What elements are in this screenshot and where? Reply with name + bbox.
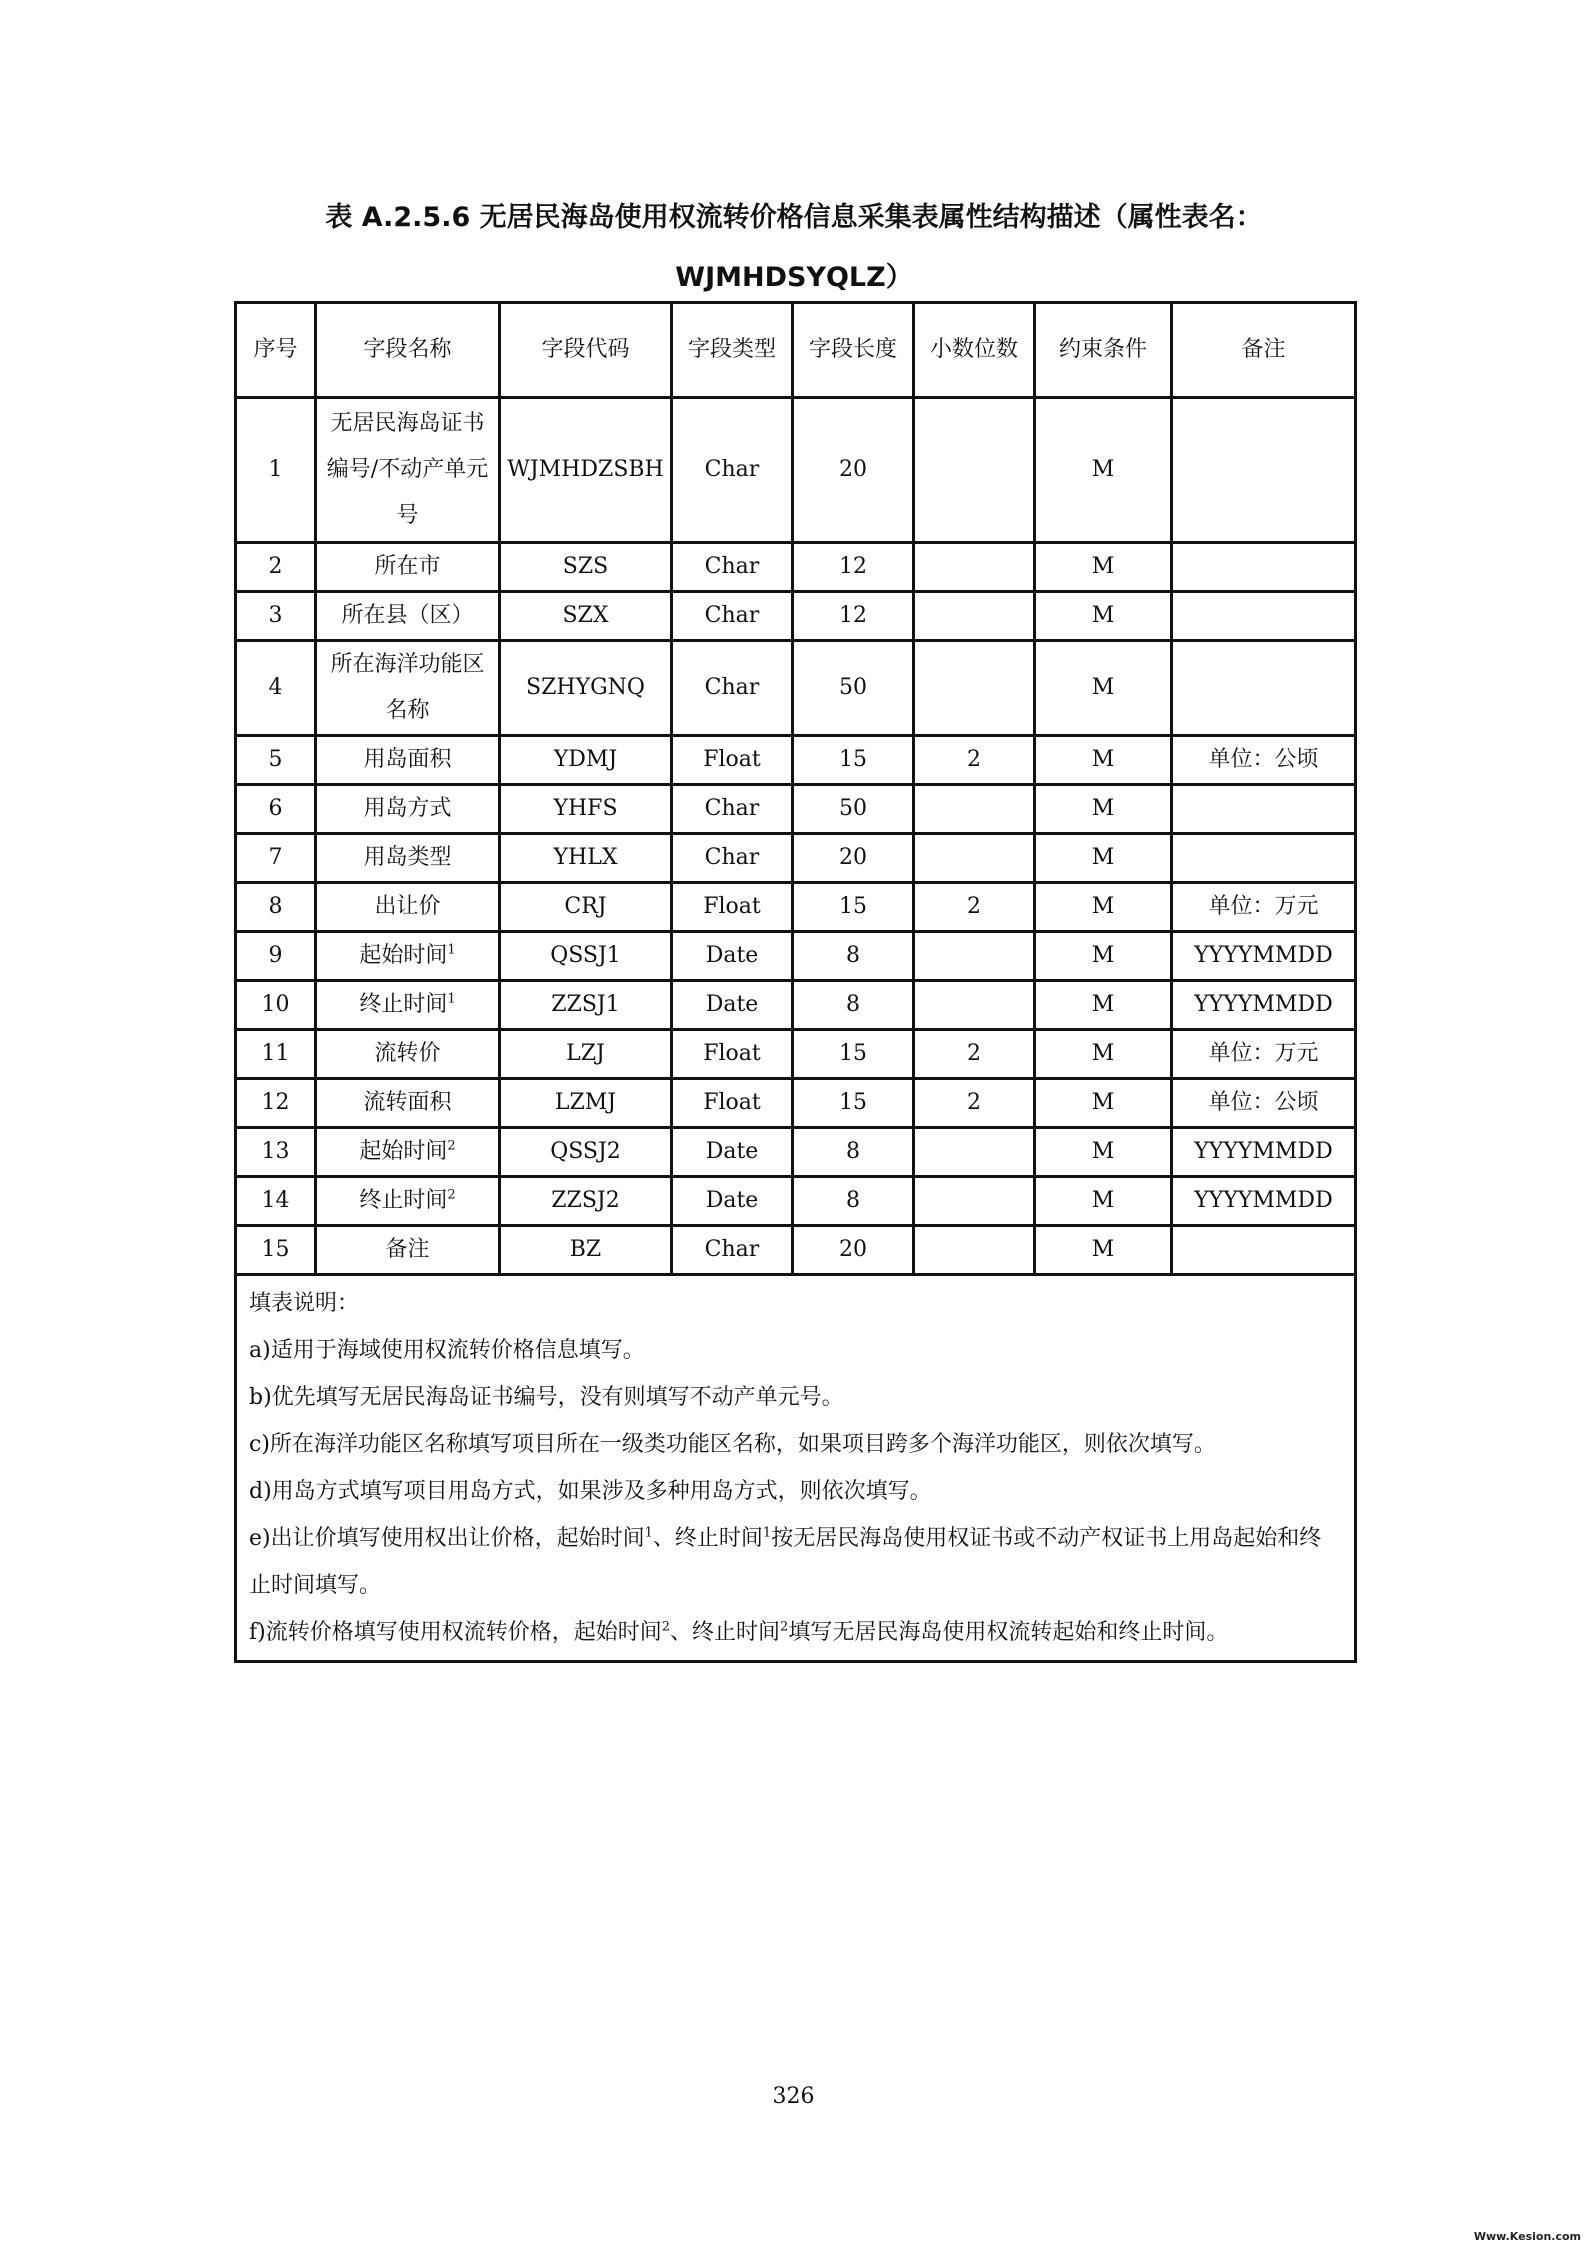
- cell-field-name: 所在县（区）: [316, 592, 500, 641]
- table-row: [236, 1030, 1356, 1079]
- cell-serial-no: 2: [236, 543, 316, 592]
- footnote-marker: 1: [762, 1525, 772, 1541]
- cell-decimals: [914, 641, 1035, 736]
- cell-serial-no: 11: [236, 1030, 316, 1079]
- table-row: [236, 1128, 1356, 1177]
- table-row: [236, 1079, 1356, 1128]
- cell-field-name: 流转面积: [316, 1079, 500, 1128]
- cell-field-name: 用岛面积: [316, 736, 500, 785]
- table-row: [236, 834, 1356, 883]
- cell-remark: YYYYMMDD: [1172, 932, 1356, 981]
- cell-decimals: 2: [914, 883, 1035, 932]
- footnote-marker: 2: [780, 1619, 789, 1635]
- cell-constraint: M: [1035, 592, 1172, 641]
- table-row: [236, 883, 1356, 932]
- cell-field-name: 出让价: [316, 883, 500, 932]
- cell-field-code: QSSJ1: [500, 932, 672, 981]
- cell-decimals: [914, 592, 1035, 641]
- cell-constraint: M: [1035, 641, 1172, 736]
- cell-field-name: [316, 981, 500, 1030]
- cell-decimals: 2: [914, 1079, 1035, 1128]
- cell-field-code: LZMJ: [500, 1079, 672, 1128]
- header-decimals: 小数位数: [914, 303, 1035, 398]
- cell-field-name: 无居民海岛证书编号/不动产单元号: [316, 398, 500, 543]
- header-serial-no: 序号: [236, 303, 316, 398]
- cell-field-code: YDMJ: [500, 736, 672, 785]
- cell-decimals: 2: [914, 1030, 1035, 1079]
- cell-field-name: 所在市: [316, 543, 500, 592]
- header-constraint: 约束条件: [1035, 303, 1172, 398]
- cell-serial-no: 1: [236, 398, 316, 543]
- cell-remark: YYYYMMDD: [1172, 981, 1356, 1030]
- cell-remark: [1172, 1226, 1356, 1275]
- table-row: [236, 785, 1356, 834]
- footnote-marker: 2: [447, 1187, 456, 1203]
- note-d: d)用岛方式填写项目用岛方式，如果涉及多种用岛方式，则依次填写。: [249, 1479, 932, 1504]
- cell-serial-no: 4: [236, 641, 316, 736]
- cell-constraint: M: [1035, 883, 1172, 932]
- cell-field-code: QSSJ2: [500, 1128, 672, 1177]
- header-field-name: 字段名称: [316, 303, 500, 398]
- cell-field-type: Char: [672, 834, 793, 883]
- cell-field-type: Date: [672, 981, 793, 1030]
- header-field-length: 字段长度: [793, 303, 914, 398]
- cell-field-length: 15: [793, 736, 914, 785]
- cell-field-length: 12: [793, 592, 914, 641]
- note-e-part-1: e)出让价填写使用权出让价格，起始时间: [249, 1526, 645, 1551]
- cell-field-name: [316, 1128, 500, 1177]
- cell-constraint: M: [1035, 834, 1172, 883]
- cell-remark: [1172, 592, 1356, 641]
- table-row: [236, 1226, 1356, 1275]
- field-name-text: 起始时间: [359, 1139, 448, 1164]
- cell-decimals: 2: [914, 736, 1035, 785]
- cell-serial-no: 5: [236, 736, 316, 785]
- field-name-text: 终止时间: [359, 1188, 448, 1213]
- cell-serial-no: 15: [236, 1226, 316, 1275]
- table-row: [236, 641, 1356, 736]
- cell-remark: [1172, 785, 1356, 834]
- note-f-part-2: 、终止时间: [670, 1620, 781, 1645]
- cell-serial-no: 3: [236, 592, 316, 641]
- cell-serial-no: 13: [236, 1128, 316, 1177]
- table-row: [236, 1177, 1356, 1226]
- footnote-marker: 1: [644, 1525, 653, 1541]
- cell-remark: 单位：万元: [1172, 883, 1356, 932]
- notes-heading: 填表说明：: [249, 1291, 360, 1316]
- footnote-marker: 1: [447, 991, 456, 1007]
- table-title-line-2: WJMHDSYQLZ）: [675, 262, 913, 293]
- cell-constraint: M: [1035, 785, 1172, 834]
- cell-constraint: M: [1035, 543, 1172, 592]
- cell-remark: [1172, 834, 1356, 883]
- cell-field-length: 12: [793, 543, 914, 592]
- cell-field-code: WJMHDZSBH: [500, 398, 672, 543]
- cell-constraint: M: [1035, 932, 1172, 981]
- cell-field-code: ZZSJ2: [500, 1177, 672, 1226]
- cell-field-type: Date: [672, 932, 793, 981]
- table-title: [234, 188, 1354, 308]
- cell-serial-no: 7: [236, 834, 316, 883]
- cell-constraint: M: [1035, 398, 1172, 543]
- cell-field-type: Char: [672, 1226, 793, 1275]
- cell-decimals: [914, 543, 1035, 592]
- notes-row: [236, 1275, 1356, 1662]
- cell-field-code: ZZSJ1: [500, 981, 672, 1030]
- cell-field-length: 15: [793, 1079, 914, 1128]
- note-f-part-1: f)流转价格填写使用权流转价格，起始时间: [249, 1620, 662, 1645]
- table-row: [236, 981, 1356, 1030]
- cell-field-code: CRJ: [500, 883, 672, 932]
- cell-decimals: [914, 785, 1035, 834]
- cell-field-type: Char: [672, 543, 793, 592]
- cell-field-code: YHLX: [500, 834, 672, 883]
- cell-constraint: M: [1035, 1030, 1172, 1079]
- table-title-line-1: 表 A.2.5.6 无居民海岛使用权流转价格信息采集表属性结构描述（属性表名：: [325, 202, 1263, 233]
- table-row: [236, 736, 1356, 785]
- note-e: [249, 1515, 1342, 1609]
- cell-field-type: Float: [672, 883, 793, 932]
- cell-field-length: 8: [793, 932, 914, 981]
- cell-remark: [1172, 543, 1356, 592]
- cell-field-name: [316, 1177, 500, 1226]
- cell-field-length: 8: [793, 1128, 914, 1177]
- note-e-part-3: 按无居民海岛使用权证书或不动产权证书上用岛起始和终止时间填写。: [249, 1526, 1322, 1598]
- cell-field-name: 所在海洋功能区名称: [316, 641, 500, 736]
- cell-decimals: [914, 1177, 1035, 1226]
- header-remark: 备注: [1172, 303, 1356, 398]
- note-f: [249, 1609, 1342, 1656]
- cell-constraint: M: [1035, 981, 1172, 1030]
- cell-constraint: M: [1035, 1079, 1172, 1128]
- cell-field-type: Float: [672, 1030, 793, 1079]
- cell-remark: YYYYMMDD: [1172, 1128, 1356, 1177]
- cell-field-length: 50: [793, 641, 914, 736]
- cell-remark: [1172, 398, 1356, 543]
- cell-remark: YYYYMMDD: [1172, 1177, 1356, 1226]
- table-row: [236, 543, 1356, 592]
- cell-field-length: 15: [793, 883, 914, 932]
- cell-remark: [1172, 641, 1356, 736]
- cell-field-type: Char: [672, 785, 793, 834]
- cell-field-name: 备注: [316, 1226, 500, 1275]
- table-row: [236, 932, 1356, 981]
- page-number: 326: [772, 2084, 815, 2109]
- cell-remark: 单位：公顷: [1172, 736, 1356, 785]
- cell-serial-no: 8: [236, 883, 316, 932]
- watermark: Www.Kesion.com: [1473, 2230, 1581, 2243]
- cell-field-length: 8: [793, 1177, 914, 1226]
- cell-constraint: M: [1035, 1226, 1172, 1275]
- field-name-text: 起始时间: [359, 943, 448, 968]
- cell-field-type: Date: [672, 1177, 793, 1226]
- cell-field-length: 20: [793, 834, 914, 883]
- note-f-part-3: 填写无居民海岛使用权流转起始和终止时间。: [788, 1620, 1229, 1645]
- cell-field-type: Char: [672, 641, 793, 736]
- note-c: c)所在海洋功能区名称填写项目所在一级类功能区名称，如果项目跨多个海洋功能区，则依次填写。: [249, 1432, 1216, 1457]
- cell-field-length: 50: [793, 785, 914, 834]
- cell-field-name: [316, 932, 500, 981]
- note-a: a)适用于海域使用权流转价格信息填写。: [249, 1338, 645, 1363]
- cell-field-code: YHFS: [500, 785, 672, 834]
- cell-remark: 单位：公顷: [1172, 1079, 1356, 1128]
- cell-field-code: SZS: [500, 543, 672, 592]
- cell-field-type: Float: [672, 736, 793, 785]
- cell-serial-no: 10: [236, 981, 316, 1030]
- cell-decimals: [914, 981, 1035, 1030]
- cell-decimals: [914, 834, 1035, 883]
- cell-field-length: 8: [793, 981, 914, 1030]
- cell-decimals: [914, 932, 1035, 981]
- table-row: [236, 398, 1356, 543]
- cell-field-name: 用岛方式: [316, 785, 500, 834]
- table-row: [236, 592, 1356, 641]
- cell-field-code: LZJ: [500, 1030, 672, 1079]
- cell-field-length: 20: [793, 398, 914, 543]
- header-field-type: 字段类型: [672, 303, 793, 398]
- note-e-part-2: 、终止时间: [652, 1526, 763, 1551]
- cell-serial-no: 6: [236, 785, 316, 834]
- cell-decimals: [914, 398, 1035, 543]
- cell-decimals: [914, 1226, 1035, 1275]
- cell-decimals: [914, 1128, 1035, 1177]
- footnote-marker: 2: [661, 1619, 671, 1635]
- note-b: b)优先填写无居民海岛证书编号，没有则填写不动产单元号。: [249, 1385, 844, 1410]
- cell-field-type: Char: [672, 592, 793, 641]
- cell-field-name: 流转价: [316, 1030, 500, 1079]
- footnote-marker: 1: [447, 942, 456, 958]
- cell-field-length: 15: [793, 1030, 914, 1079]
- cell-serial-no: 14: [236, 1177, 316, 1226]
- cell-field-code: SZHYGNQ: [500, 641, 672, 736]
- field-name-text: 终止时间: [359, 992, 448, 1017]
- cell-serial-no: 9: [236, 932, 316, 981]
- footnote-marker: 2: [447, 1138, 456, 1154]
- header-row: [236, 303, 1356, 398]
- cell-field-type: Date: [672, 1128, 793, 1177]
- cell-field-code: SZX: [500, 592, 672, 641]
- header-field-code: 字段代码: [500, 303, 672, 398]
- cell-remark: 单位：万元: [1172, 1030, 1356, 1079]
- cell-constraint: M: [1035, 736, 1172, 785]
- fill-instructions: [236, 1275, 1356, 1662]
- cell-serial-no: 12: [236, 1079, 316, 1128]
- cell-field-name: 用岛类型: [316, 834, 500, 883]
- cell-field-type: Char: [672, 398, 793, 543]
- cell-constraint: M: [1035, 1128, 1172, 1177]
- cell-field-length: 20: [793, 1226, 914, 1275]
- attribute-structure-table: [234, 301, 1357, 1663]
- cell-field-code: BZ: [500, 1226, 672, 1275]
- cell-field-type: Float: [672, 1079, 793, 1128]
- cell-constraint: M: [1035, 1177, 1172, 1226]
